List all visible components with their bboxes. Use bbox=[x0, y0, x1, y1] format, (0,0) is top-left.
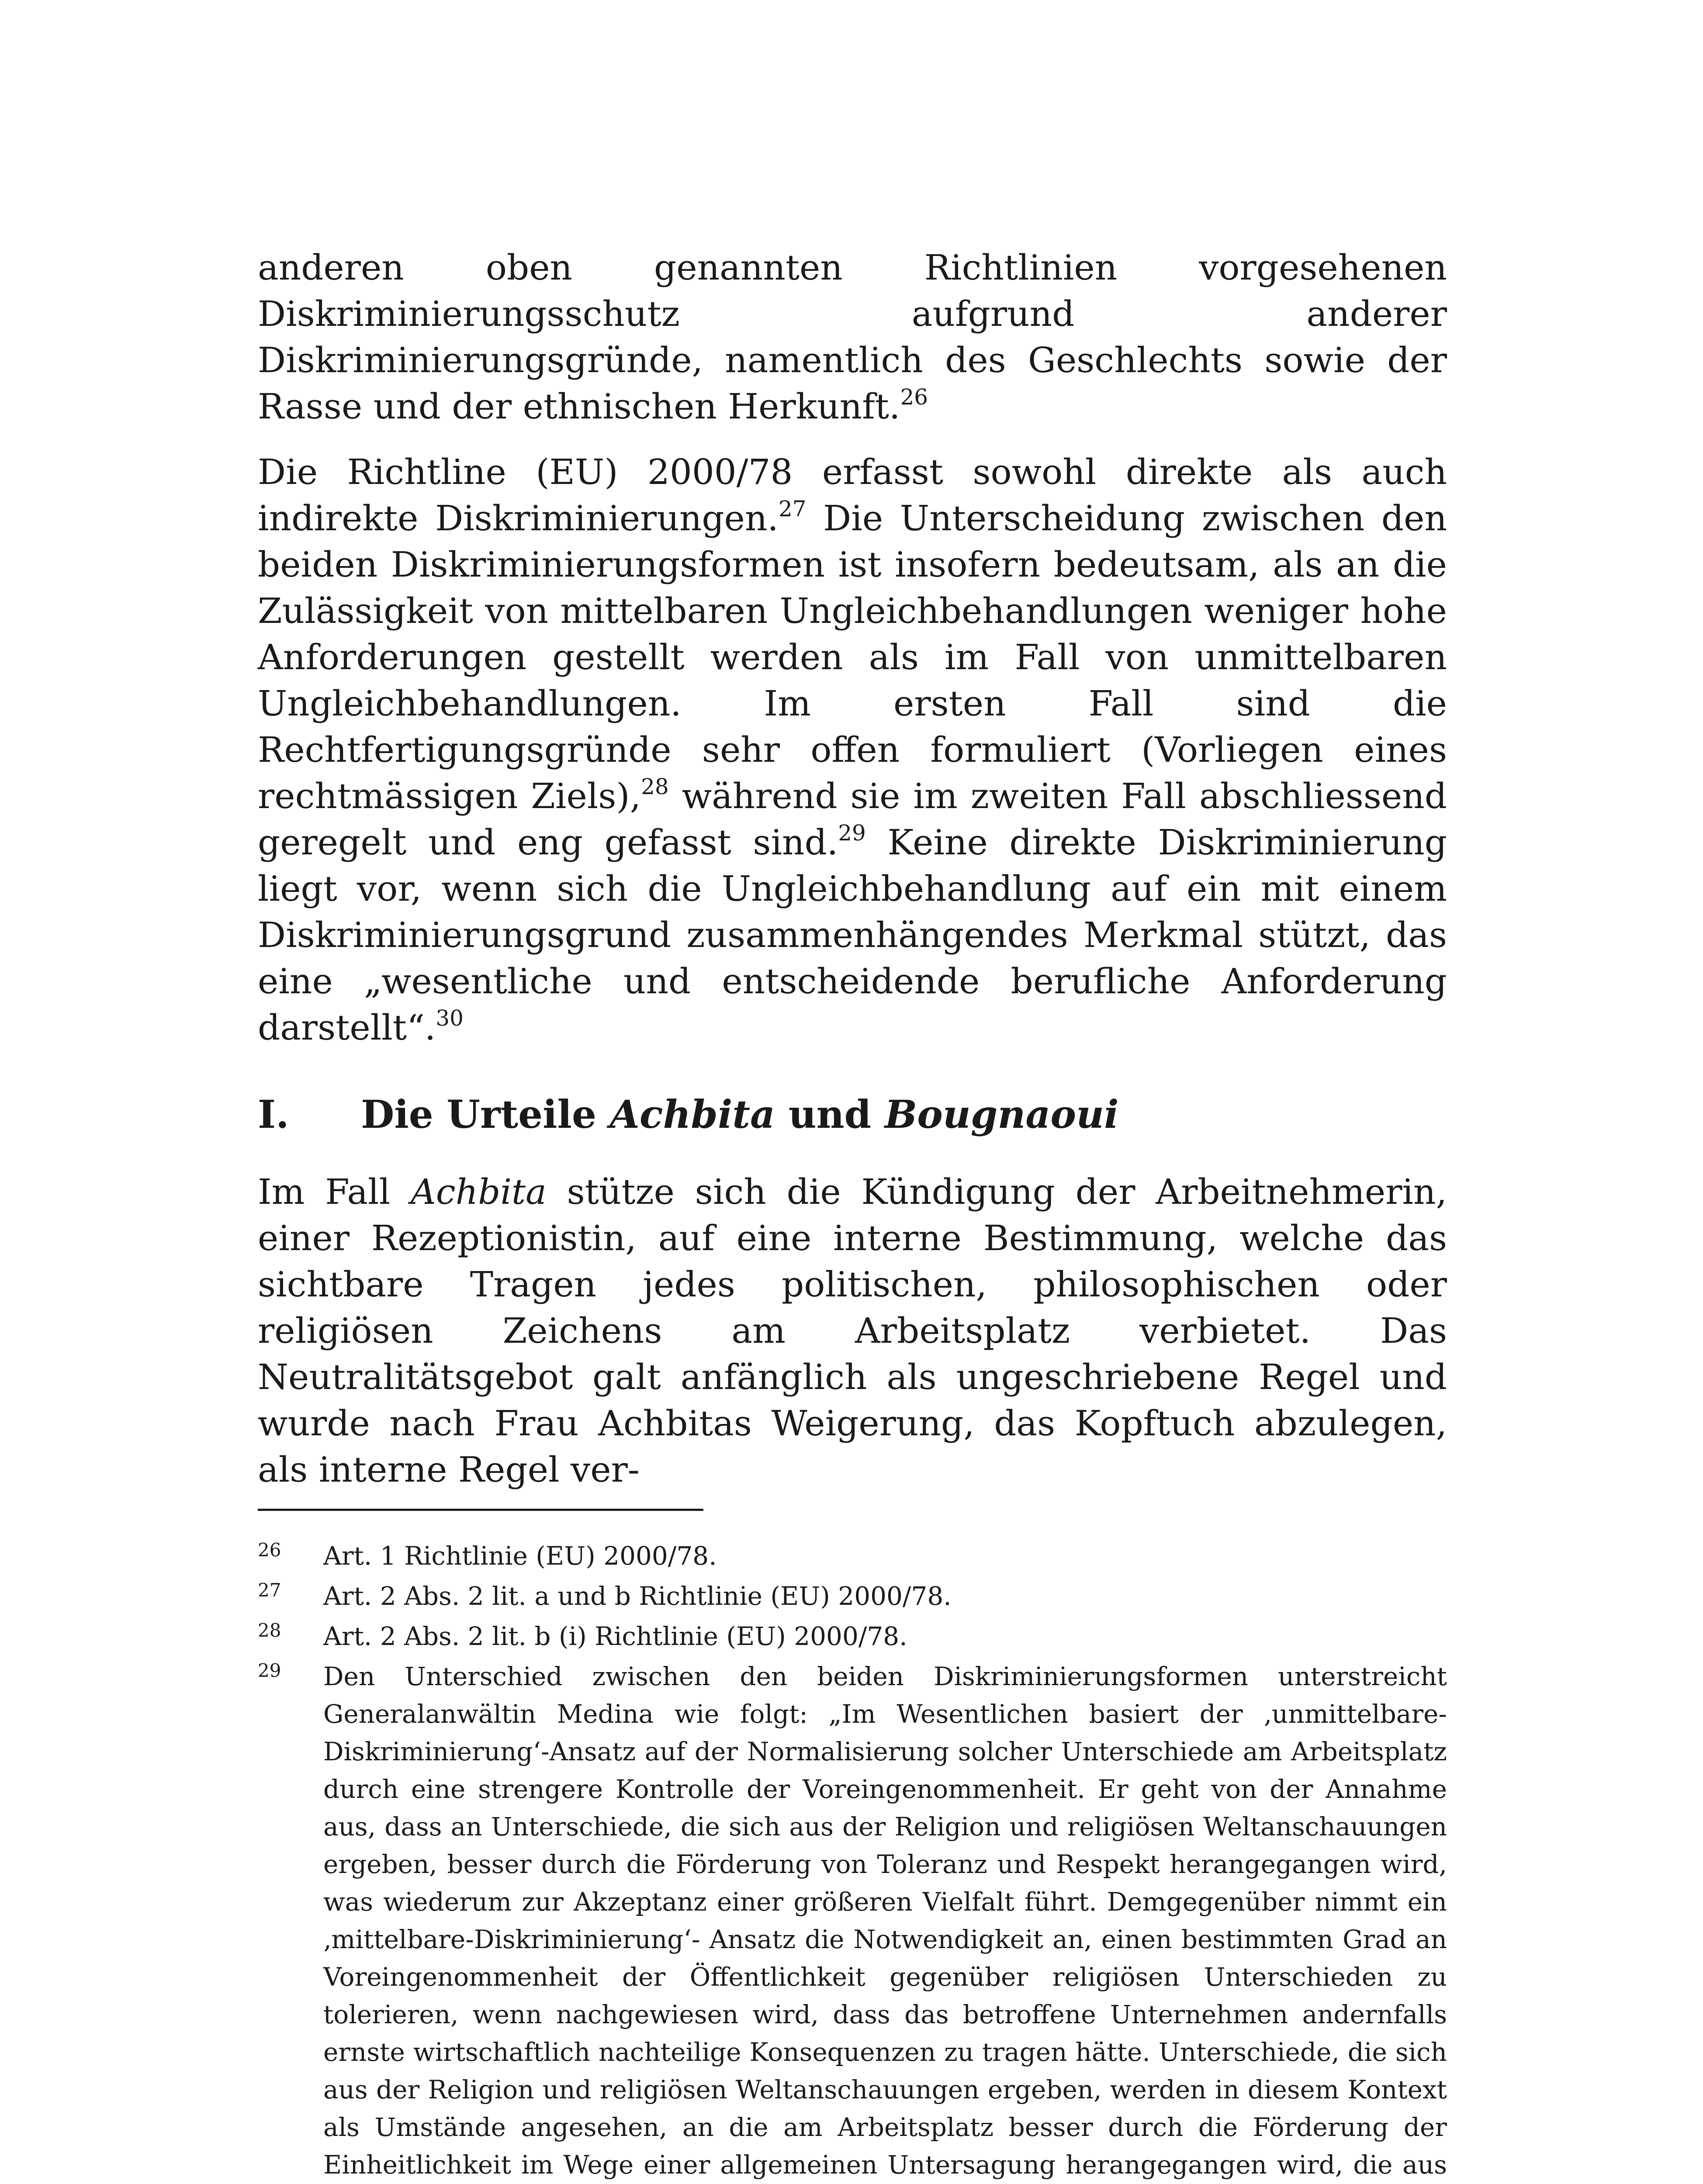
footnotes bbox=[258, 1537, 1447, 2184]
paragraph-1 bbox=[258, 245, 1447, 430]
footnote-divider bbox=[258, 1509, 703, 1511]
paragraph-3-part-2: stütze sich die Kündigung der Arbeitnehmerin, einer Rezeptionistin, auf eine interne Bestimmung, welche das sichtbare Tragen jedes politischen, philosophischen oder religiösen Zeichens am Arbeitsplatz verbietet. Das Neutralitätsgebot galt anfänglich als ungeschriebene Regel und wurde nach Frau Achbitas Weigerung, das Kopftuch abzulegen, als interne Regel ver- bbox=[258, 1171, 1447, 1490]
footnote-text: Art. 2 Abs. 2 lit. a und b Richtlinie (EU) 2000/78. bbox=[323, 1581, 952, 1611]
footnote-item bbox=[258, 1577, 1447, 1615]
paragraph-2-sentence-1: Die Richtline (EU) 2000/78 erfasst sowohl direkte als auch indirekte Diskriminierungen. bbox=[258, 452, 1447, 539]
paragraph-3-part-1: Im Fall bbox=[258, 1171, 411, 1212]
footnote-ref-27[interactable]: 27 bbox=[778, 496, 807, 522]
section-number: I. bbox=[258, 1092, 289, 1137]
paragraph-1-text: anderen oben genannten Richtlinien vorgesehenen Diskriminierungsschutz aufgrund anderer Diskriminierungsgründe, namentlich des Geschlechts sowie der Rasse und der ethnischen Herkunft. bbox=[258, 247, 1447, 427]
paragraph-3 bbox=[258, 1169, 1447, 1493]
footnote-item bbox=[258, 1537, 1447, 1575]
footnote-number: 28 bbox=[258, 1620, 281, 1641]
footnote-ref-26[interactable]: 26 bbox=[900, 384, 928, 410]
paragraph-2-sentence-3: während sie im zweiten Fall abschliessend geregelt und eng gefasst sind. bbox=[258, 776, 1447, 863]
section-title-case-bougnaoui: Bougnaoui bbox=[884, 1092, 1119, 1137]
section-title-case-achbita: Achbita bbox=[609, 1092, 775, 1137]
paragraph-2-sentence-2: Die Unterscheidung zwischen den beiden Diskriminierungsformen ist insofern bedeutsam, als an die Zulässigkeit von mittelbaren Ungleichbehandlungen weniger hohe Anforderungen gestellt werden als im Fall von unmittelbaren Ungleichbehandlungen. Im ersten Fall sind die Rechtfertigungsgründe sehr offen formuliert (Vorliegen eines rechtmässigen Ziels), bbox=[258, 498, 1447, 816]
page-content bbox=[258, 245, 1447, 2184]
paragraph-2-sentence-4: Keine direkte Diskriminierung liegt vor, wenn sich die Ungleichbehandlung auf ein mit einem Diskriminierungsgrund zusammenhängendes Merkmal stützt, das eine „wesentliche und entscheidende berufliche Anforderung darstellt“. bbox=[258, 822, 1447, 1048]
footnote-number: 26 bbox=[258, 1539, 281, 1561]
footnote-text: Art. 2 Abs. 2 lit. b (i) Richtlinie (EU) 2000/78. bbox=[323, 1621, 907, 1651]
footnote-ref-28[interactable]: 28 bbox=[641, 774, 669, 800]
footnote-number: 27 bbox=[258, 1579, 281, 1601]
section-title bbox=[361, 1090, 1119, 1138]
section-title-part-2: und bbox=[775, 1092, 885, 1137]
footnote-text: Den Unterschied zwischen den beiden Diskriminierungsformen unterstreicht Generalanwältin Medina wie folgt: „Im Wesentlichen basiert der ‚unmittelbare-Diskriminierung‘-Ansatz auf der Normalisierung solcher Unterschiede am Arbeitsplatz durch eine strengere Kontrolle der Voreingenommenheit. Er geht von der Annahme aus, dass an Unterschiede, die sich aus der Religion und religiösen Weltanschauungen ergeben, besser durch die Förderung von Toleranz und Respekt herangegangen wird, was wiederum zur Akzeptanz einer größeren Vielfalt führt. Demgegenüber nimmt ein ‚mittelbare-Diskriminierung‘- Ansatz die Notwendigkeit an, einen bestimmten Grad an Voreingenommenheit der Öffentlichkeit gegenüber religiösen Unterschieden zu tolerieren, wenn nachgewiesen wird, dass das betroffene Unternehmen andernfalls ernste wirtschaftlich nachteilige Konsequenzen zu tragen hätte. Unterschiede, die sich aus der Religion und religiösen Weltanschauungen ergeben, werden in diesem Kontext als Umstände angesehen, an die am Arbeitsplatz besser durch die Förderung der Einheitlichkeit im Wege einer allgemeinen Untersagung herangegangen wird, die aus bbox=[323, 1662, 1447, 2180]
paragraph-3-case-name: Achbita bbox=[411, 1171, 547, 1212]
footnote-ref-29[interactable]: 29 bbox=[838, 820, 866, 846]
footnote-item bbox=[258, 1658, 1447, 2184]
footnote-text: Art. 1 Richtlinie (EU) 2000/78. bbox=[323, 1541, 717, 1571]
section-title-part-1: Die Urteile bbox=[361, 1092, 610, 1137]
footnote-number: 29 bbox=[258, 1660, 281, 1681]
footnote-ref-30[interactable]: 30 bbox=[436, 1006, 464, 1031]
paragraph-2 bbox=[258, 449, 1447, 1051]
footnote-item bbox=[258, 1617, 1447, 1655]
section-heading bbox=[258, 1090, 1447, 1138]
